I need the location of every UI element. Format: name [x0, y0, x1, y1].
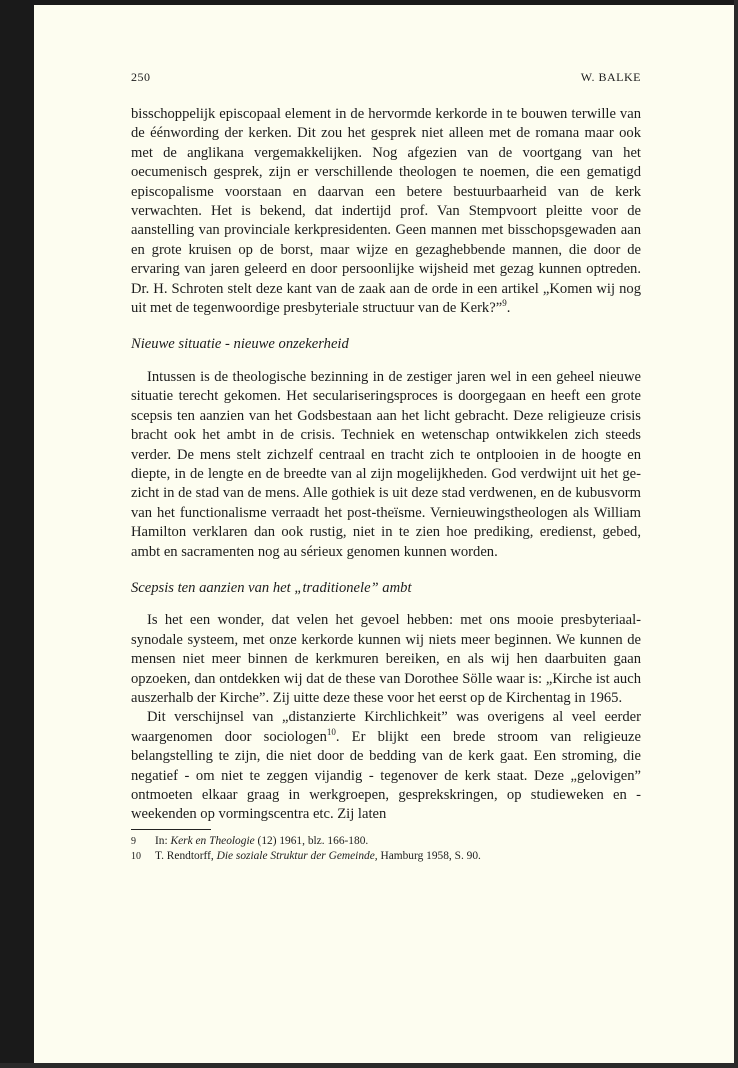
footnote-ref-9: 9 — [502, 298, 507, 309]
footnote-10 — [131, 849, 481, 864]
footnote-10-number: 10 — [131, 850, 141, 862]
body-text — [131, 105, 641, 825]
footnote-9-title: Kerk en Theologie — [170, 834, 255, 847]
paragraph-2: Intussen is de theologische bezinning in de zestiger jaren wel in een geheel nieuwe situatie terecht gekomen. Het seculariseringsproces is doorgegaan en heeft een grote scepsis ten aanzien van het Godsbestaan aan het licht gebracht. Deze religieuze crisis bracht ook het ambt in de crisis. Techniek en wetenschap ontwikkelen zich steeds verder. De mens stelt zichzelf centraal en tracht zich te ontplooien in de hoogte en diepte, in de lengte en de breedte van al zijn mogelijkheden. God verdwijnt uit het gezicht in de stad van de mens. Alle gothiek is uit deze stad verdwenen, en de kubusvorm van het functionalisme verraadt het post-theïsme. Vernieuwingstheologen als William Hamilton verklaren dan ook rustig, niet in te zien hoe prediking, eredienst, gebed, ambt en sacramenten nog au sérieux genomen kunnen worden. — [131, 368, 641, 560]
footnotes — [131, 829, 481, 864]
page-content — [131, 70, 641, 864]
page-number: 250 — [131, 70, 151, 84]
footnote-9 — [131, 834, 369, 849]
running-head — [131, 70, 641, 85]
footnote-9-post: (12) 1961, blz. 166-180. — [254, 834, 369, 847]
paragraph-3: Is het een wonder, dat velen het gevoel hebben: met ons mooie presbyteriaal-synodale systeem, met onze kerkorde kunnen wij niets meer beginnen. We kunnen de mensen niet meer binnen de kerkmuren bereiken, en als wij hen daarbuiten gaan opzoeken, dan ontdekken wij dat de these van Dorothee Sölle waar is: „Kirche ist auch auszerhalb der Kirche”. Zij uitte deze these voor het eerst op de Kirchentag in 1965. — [131, 612, 641, 706]
running-author: W. BALKE — [580, 70, 641, 84]
paragraph-1 — [131, 105, 641, 318]
scan-border-top — [0, 0, 738, 5]
footnote-9-pre: In: — [155, 834, 171, 847]
footnote-ref-10: 10 — [326, 726, 336, 737]
section-heading-2: Scepsis ten aanzien van het „traditionele” ambt — [131, 579, 412, 596]
paragraph-4-text-a: Dit verschijnsel van „distanzierte Kirchlichkeit” was overigens al veel eerder waargenomen door sociologen — [131, 709, 641, 745]
paragraph-4-text-b: . Er blijkt een brede stroom van religieuze belangstelling te zijn, die niet door de bedding van de kerk gaat. Een stroming, die negatief - om niet te zeggen vijandig - tegenover de kerk staat. Deze „gelovigen” ontmoeten elkaar graag in werkgroepen, gesprekskringen, op studieweken en -weekenden op vormingscentra etc. Zij laten — [131, 728, 641, 823]
paragraph-1-text: bisschoppelijk episcopaal element in de hervormde kerkorde in te bouwen terwille van de éénwording der kerken. Dit zou het gesprek niet alleen met de romana maar ook met de anglikana vergemakkelijken. Nog afgezien van de voortgang van het oecumenisch gesprek, zijn er verschillende theologen te noemen, die een gematigd episcopalisme voorstaan en daarvan een betere bestuurbaarheid van de kerk verwachten. Het is bekend, dat indertijd prof. Van Stempvoort pleitte voor de aanstelling van provinciale kerkpresidenten. Geen mannen met bisschopsgewaden aan en grote kruisen op de borst, maar wijze en gezaghebbende mannen, die door de ervaring van jaren geleerd en door persoonlijke wijsheid met gezag kunnen optreden. Dr. H. Schroten stelt deze kant van de zaak aan de orde in een artikel „Komen wij nog uit met de tegenwoordige presbyteriale structuur van de Kerk?” — [131, 106, 641, 317]
footnote-9-number: 9 — [131, 835, 136, 847]
scan-border-right — [734, 0, 738, 1068]
section-heading-1: Nieuwe situatie - nieuwe onzekerheid — [131, 336, 349, 353]
paragraph-1-end: . — [506, 300, 511, 317]
footnote-10-pre: T. Rendtorff, — [155, 849, 217, 862]
paragraph-4 — [131, 708, 641, 824]
scan-border-left — [0, 0, 34, 1068]
scan-border-bottom — [0, 1063, 738, 1068]
footnote-10-title: Die soziale Struktur der Gemeinde, — [216, 849, 378, 862]
footnote-10-post: Hamburg 1958, S. 90. — [377, 849, 481, 862]
